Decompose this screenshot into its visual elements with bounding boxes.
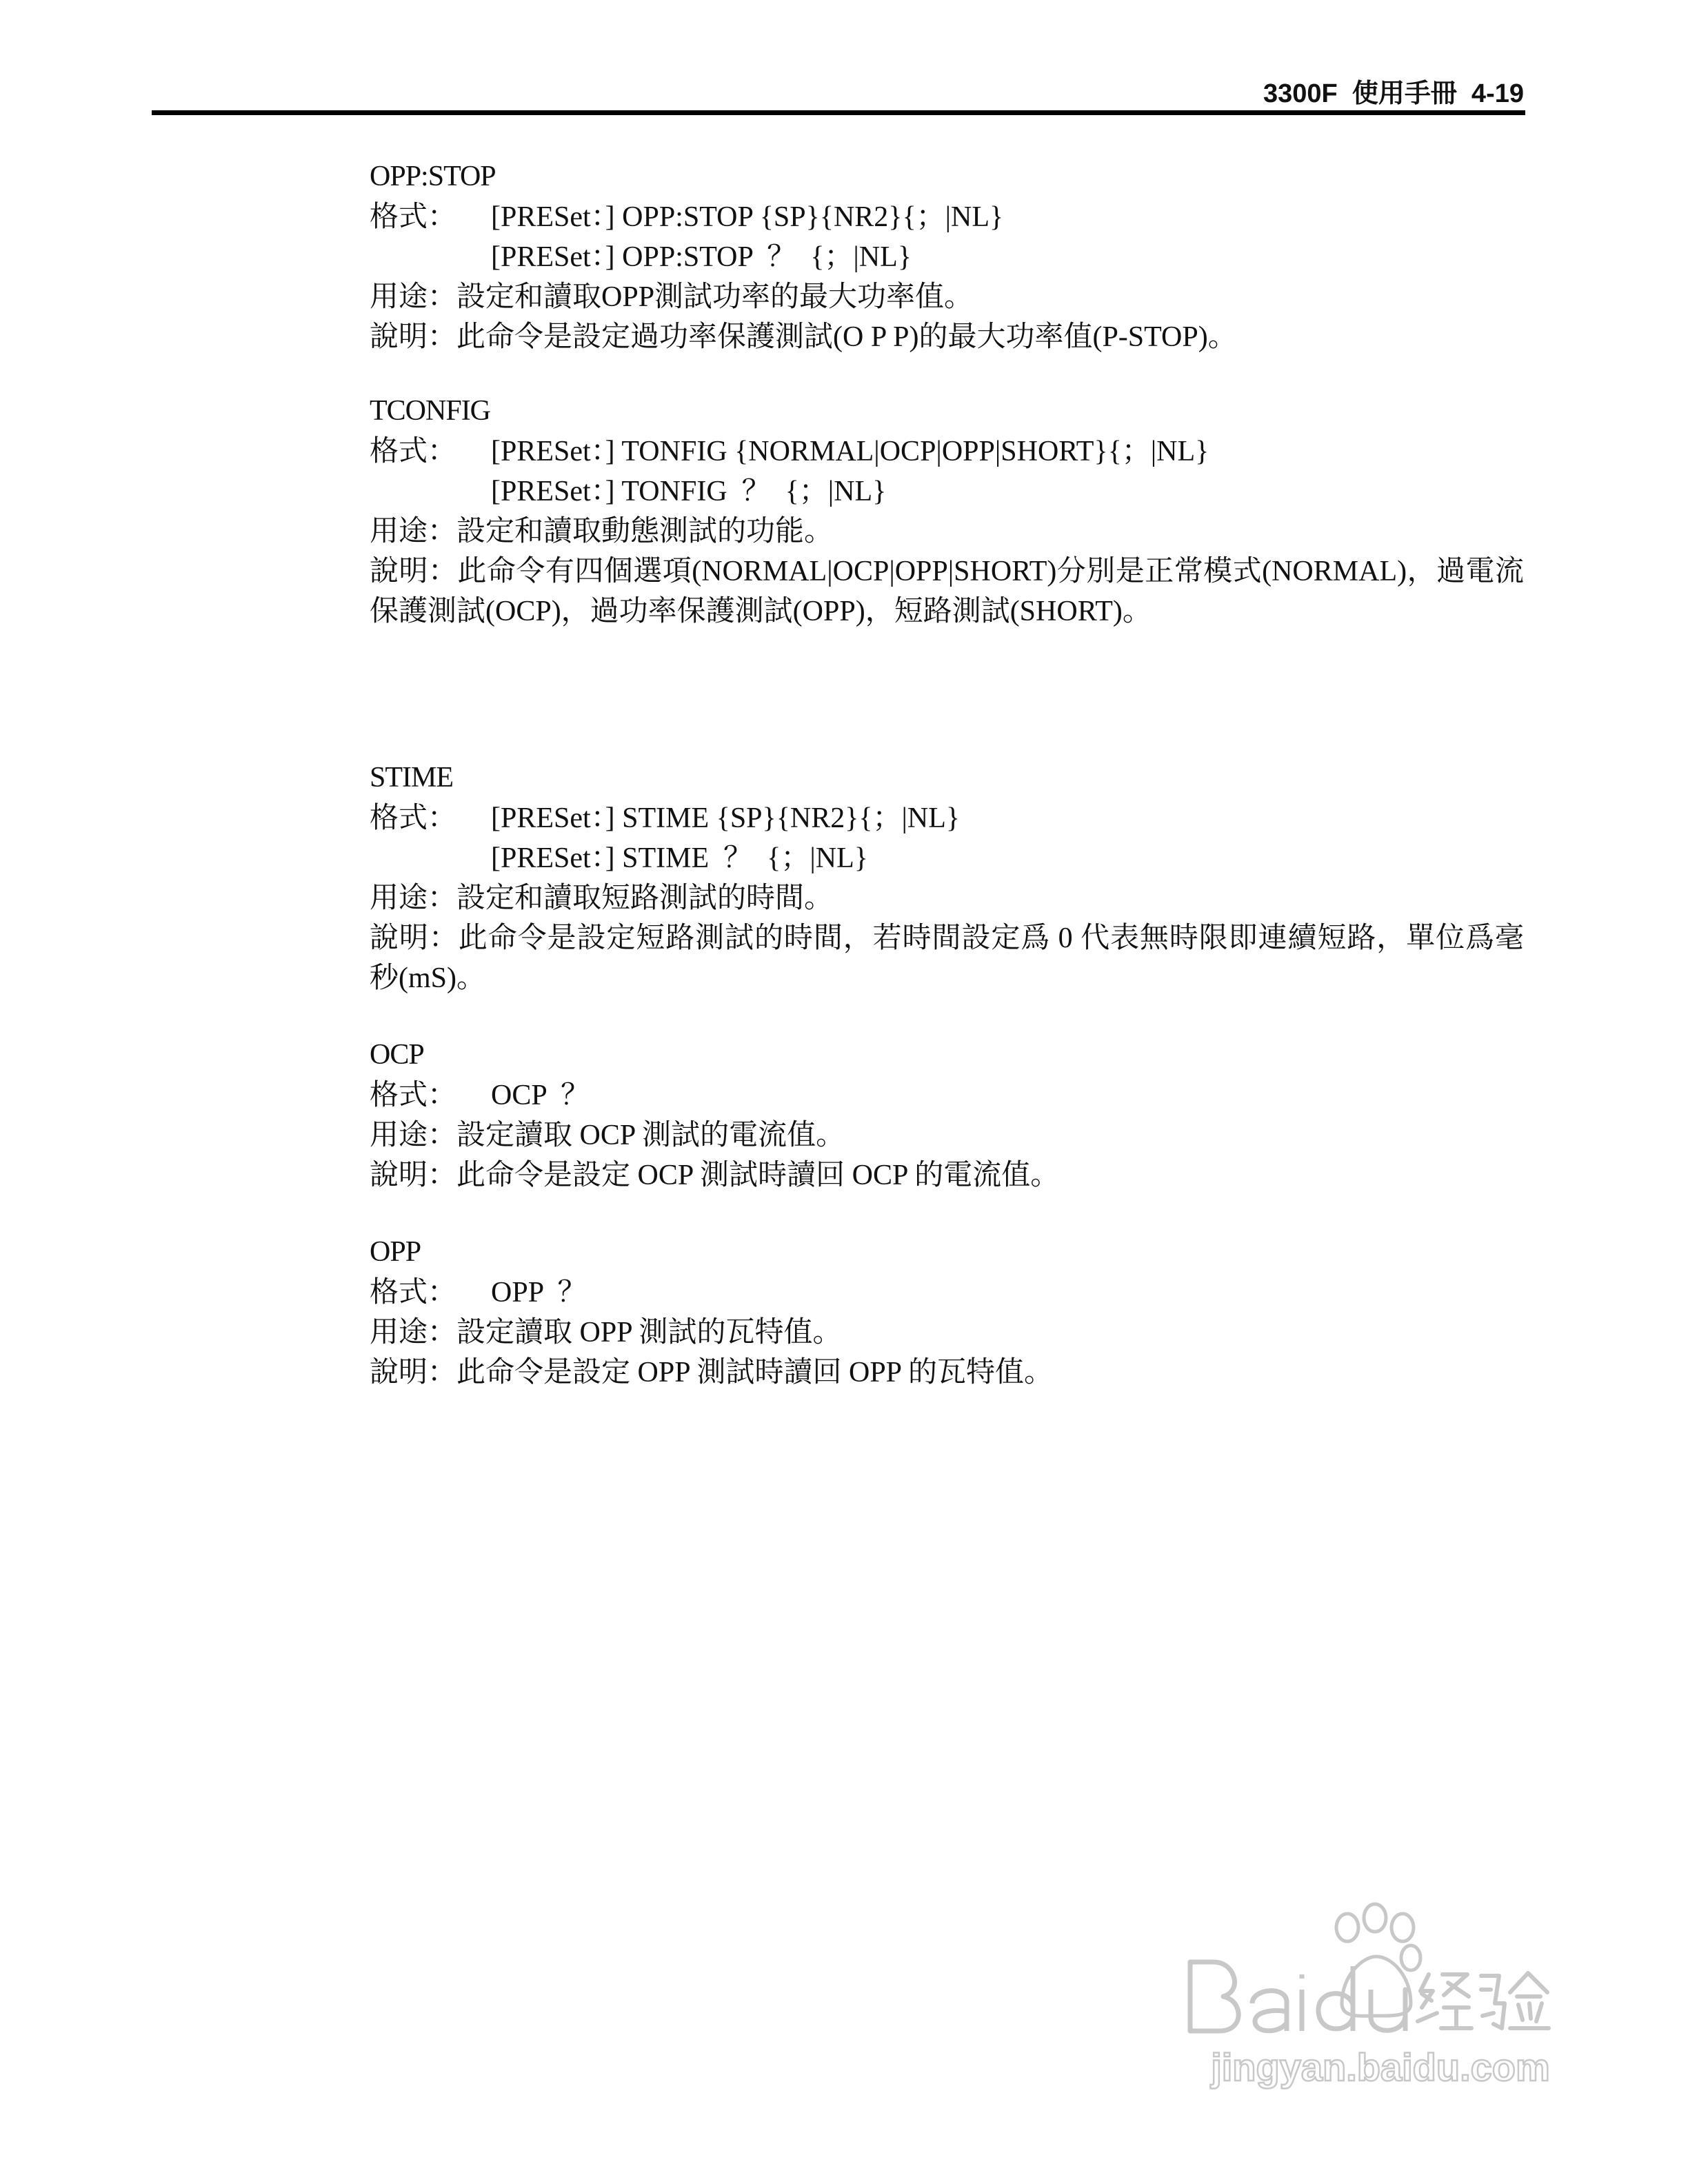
section-opp-stop (370, 156, 1524, 357)
section-stime (370, 757, 1524, 998)
format-syntax: [PRESet：] OPP:STOP {SP}{NR2}{；|NL} (491, 201, 1004, 233)
baidu-paw-logo-icon (1183, 1900, 1583, 2107)
page-header (153, 74, 1524, 113)
format-line (370, 237, 1524, 277)
description-text: 說明：此命令是設定 OPP 測試時讀回 OPP 的瓦特值。 (370, 1357, 1053, 1388)
watermark-url: jingyan.baidu.com (1211, 2045, 1550, 2089)
description-text: 說明：此命令有四個選項(NORMAL|OCP|OPP|SHORT)分別是正常模式(NORMAL)，過電流保護測試(OCP)，過功率保護測試(OPP)，短路測試(SHORT)。 (370, 556, 1524, 627)
format-label: 格式： (370, 802, 457, 834)
format-label: 格式： (370, 1080, 457, 1111)
usage-text: 用途：設定和讀取OPP測試功率的最大功率值。 (370, 281, 974, 313)
format-syntax: OPP ？ (491, 1277, 587, 1308)
format-syntax: [PRESet：] OPP:STOP ？ {；|NL} (491, 241, 912, 273)
baidu-jingyan-watermark (1183, 1900, 1583, 2107)
format-syntax: OCP ？ (491, 1080, 590, 1111)
usage-text: 用途：設定讀取 OPP 測試的瓦特值。 (370, 1317, 842, 1348)
format-line (370, 838, 1524, 878)
format-label: 格式： (370, 201, 457, 233)
section-title: OPP:STOP (370, 161, 496, 192)
format-line (370, 472, 1524, 512)
usage-text: 用途：設定和讀取動態測試的功能。 (370, 516, 834, 547)
format-syntax: [PRESet：] TONFIG ？ {；|NL} (491, 476, 887, 507)
format-label: 格式： (370, 1277, 457, 1308)
description-text: 說明：此命令是設定過功率保護測試(O P P)的最大功率值(P-STOP)。 (370, 321, 1237, 353)
format-syntax: [PRESet：] TONFIG {NORMAL|OCP|OPP|SHORT}{；|NL} (491, 436, 1209, 467)
format-line (370, 432, 1524, 472)
document-body (370, 156, 1524, 1393)
description-text: 說明：此命令是設定 OCP 測試時讀回 OCP 的電流值。 (370, 1160, 1060, 1191)
format-line (370, 197, 1524, 237)
section-ocp (370, 1034, 1524, 1195)
format-line (370, 1075, 1524, 1115)
format-line (370, 1273, 1524, 1313)
usage-text: 用途：設定和讀取短路測試的時間。 (370, 882, 834, 914)
section-title: TCONFIG (370, 395, 491, 427)
format-syntax: [PRESet：] STIME {SP}{NR2}{；|NL} (491, 802, 961, 834)
description-text: 說明：此命令是設定短路測試的時間，若時間設定爲 0 代表無時限即連續短路，單位爲毫秒(mS)。 (370, 922, 1524, 994)
format-line (370, 798, 1524, 838)
section-opp (370, 1231, 1524, 1393)
section-title: STIME (370, 762, 453, 793)
section-title: OCP (370, 1039, 424, 1071)
header-rule (152, 110, 1525, 115)
usage-text: 用途：設定讀取 OCP 測試的電流值。 (370, 1120, 845, 1151)
page-header-text: 3300F 使用手冊 4-19 (1263, 79, 1524, 108)
format-label: 格式： (370, 436, 457, 467)
format-syntax: [PRESet：] STIME ？ {；|NL} (491, 842, 868, 874)
section-title: OPP (370, 1236, 421, 1268)
section-tconfig (370, 390, 1524, 631)
